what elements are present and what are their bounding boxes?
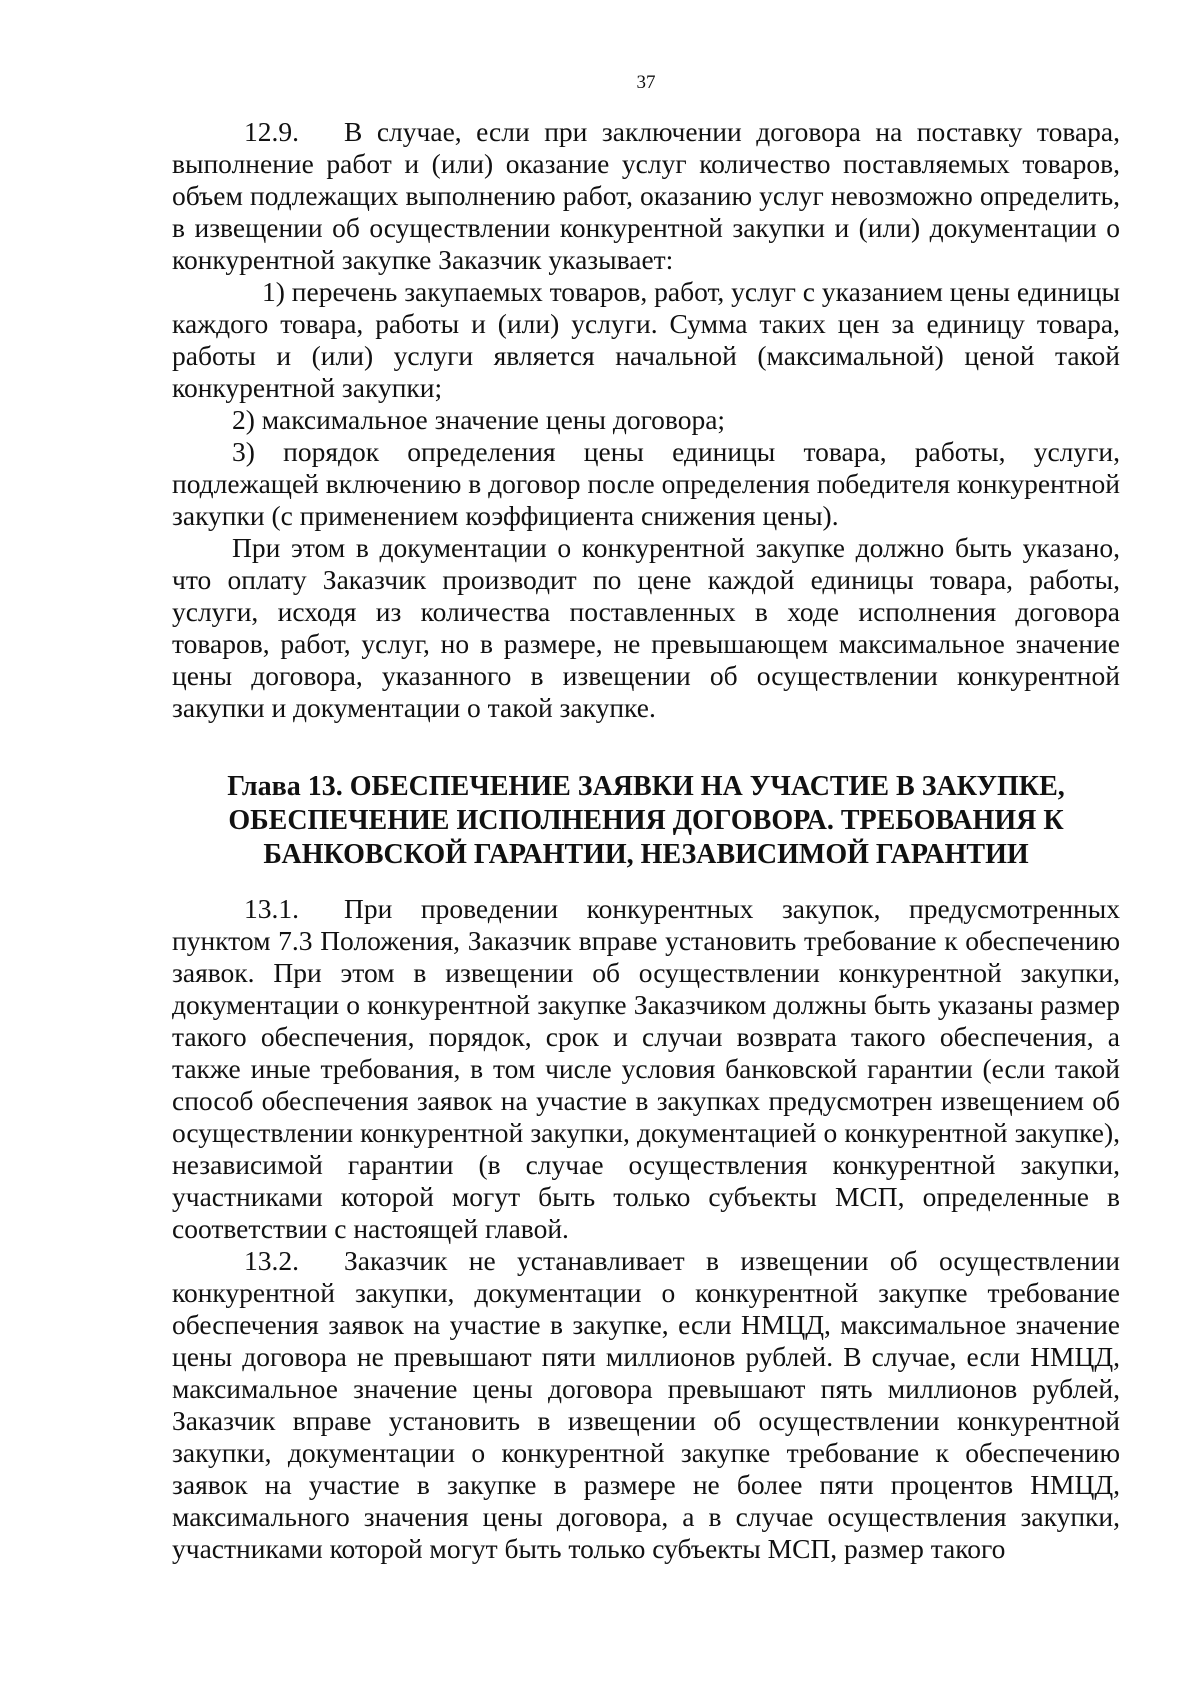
list-item-3: 3) порядок определения цены единицы товара, работы, услуги, подлежащей включению в договор после определения победителя конкурентной закупки (с применением коэффициента снижения цены). [172, 436, 1120, 531]
paragraph-number: 13.1. [244, 893, 299, 924]
paragraph-number: 13.2. [244, 1245, 299, 1276]
paragraph-note: При этом в документации о конкурентной закупке должно быть указано, что оплату Заказчик производит по цене каждой единицы товара, работы, услуги, исходя из количества поставленных в ходе исполнения договора товаров, работ, услуг, но в размере, не превышающем максимальное значение цены договора, указанного в извещении об осуществлении конкурентной закупки и документации о такой закупке. [172, 532, 1120, 723]
chapter-title-line-2: ОБЕСПЕЧЕНИЕ ИСПОЛНЕНИЯ ДОГОВОРА. ТРЕБОВАНИЯ К [228, 805, 1064, 836]
list-item-1: 1) перечень закупаемых товаров, работ, услуг с указанием цены единицы каждого товара, работы и (или) услуги. Сумма таких цен за единицу товара, работы и (или) услуги является начальной (максимальной) ценой такой конкурентной закупки; [172, 276, 1120, 403]
paragraph-13-2 [172, 1245, 1120, 1565]
paragraph-13-1 [172, 893, 1120, 1245]
chapter-title-line-3: БАНКОВСКОЙ ГАРАНТИИ, НЕЗАВИСИМОЙ ГАРАНТИИ [263, 839, 1029, 870]
section-12-9 [172, 116, 1120, 724]
paragraph-text: При проведении конкурентных закупок, предусмотренных пунктом 7.3 Положения, Заказчик вправе установить требование к обеспечению заявок. При этом в извещении об осуществлении конкурентной закупки, документации о конкурентной закупке Заказчиком должны быть указаны размер такого обеспечения, порядок, срок и случаи возврата такого обеспечения, а также иные требования, в том числе условия банковской гарантии (если такой способ обеспечения заявок на участие в закупках предусмотрен извещением об осуществлении конкурентной закупки, документацией о конкурентной закупке), независимой гарантии (в случае осуществления конкурентной закупки, участниками которой могут быть только субъекты МСП, определенные в соответствии с настоящей главой. [172, 893, 1120, 1244]
paragraph-number: 12.9. [244, 116, 299, 147]
list-item-2: 2) максимальное значение цены договора; [232, 404, 726, 435]
chapter-13-body [172, 893, 1120, 1565]
chapter-title-line-1: Глава 13. ОБЕСПЕЧЕНИЕ ЗАЯВКИ НА УЧАСТИЕ В ЗАКУПКЕ, [227, 771, 1065, 802]
paragraph-text: Заказчик не устанавливает в извещении об осуществлении конкурентной закупки, документации о конкурентной закупке требование обеспечения заявок на участие в закупке, если НМЦД, максимальное значение цены договора не превышают пяти миллионов рублей. В случае, если НМЦД, максимальное значение цены договора превышают пять миллионов рублей, Заказчик вправе установить в извещении об осуществлении конкурентной закупки, документации о конкурентной закупке требование к обеспечению заявок на участие в закупке в размере не более пяти процентов НМЦД, максимального значения цены договора, а в случае осуществления закупки, участниками которой могут быть только субъекты МСП, размер такого [172, 1245, 1120, 1564]
chapter-13-heading [172, 770, 1120, 872]
paragraph-text: В случае, если при заключении договора на поставку товара, выполнение работ и (или) оказание услуг количество поставляемых товаров, объем подлежащих выполнению работ, оказанию услуг невозможно определить, в извещении об осуществлении конкурентной закупки и (или) документации о конкурентной закупке Заказчик указывает: [172, 116, 1120, 275]
page-number: 37 [636, 72, 656, 93]
paragraph-12-9 [172, 116, 1120, 276]
